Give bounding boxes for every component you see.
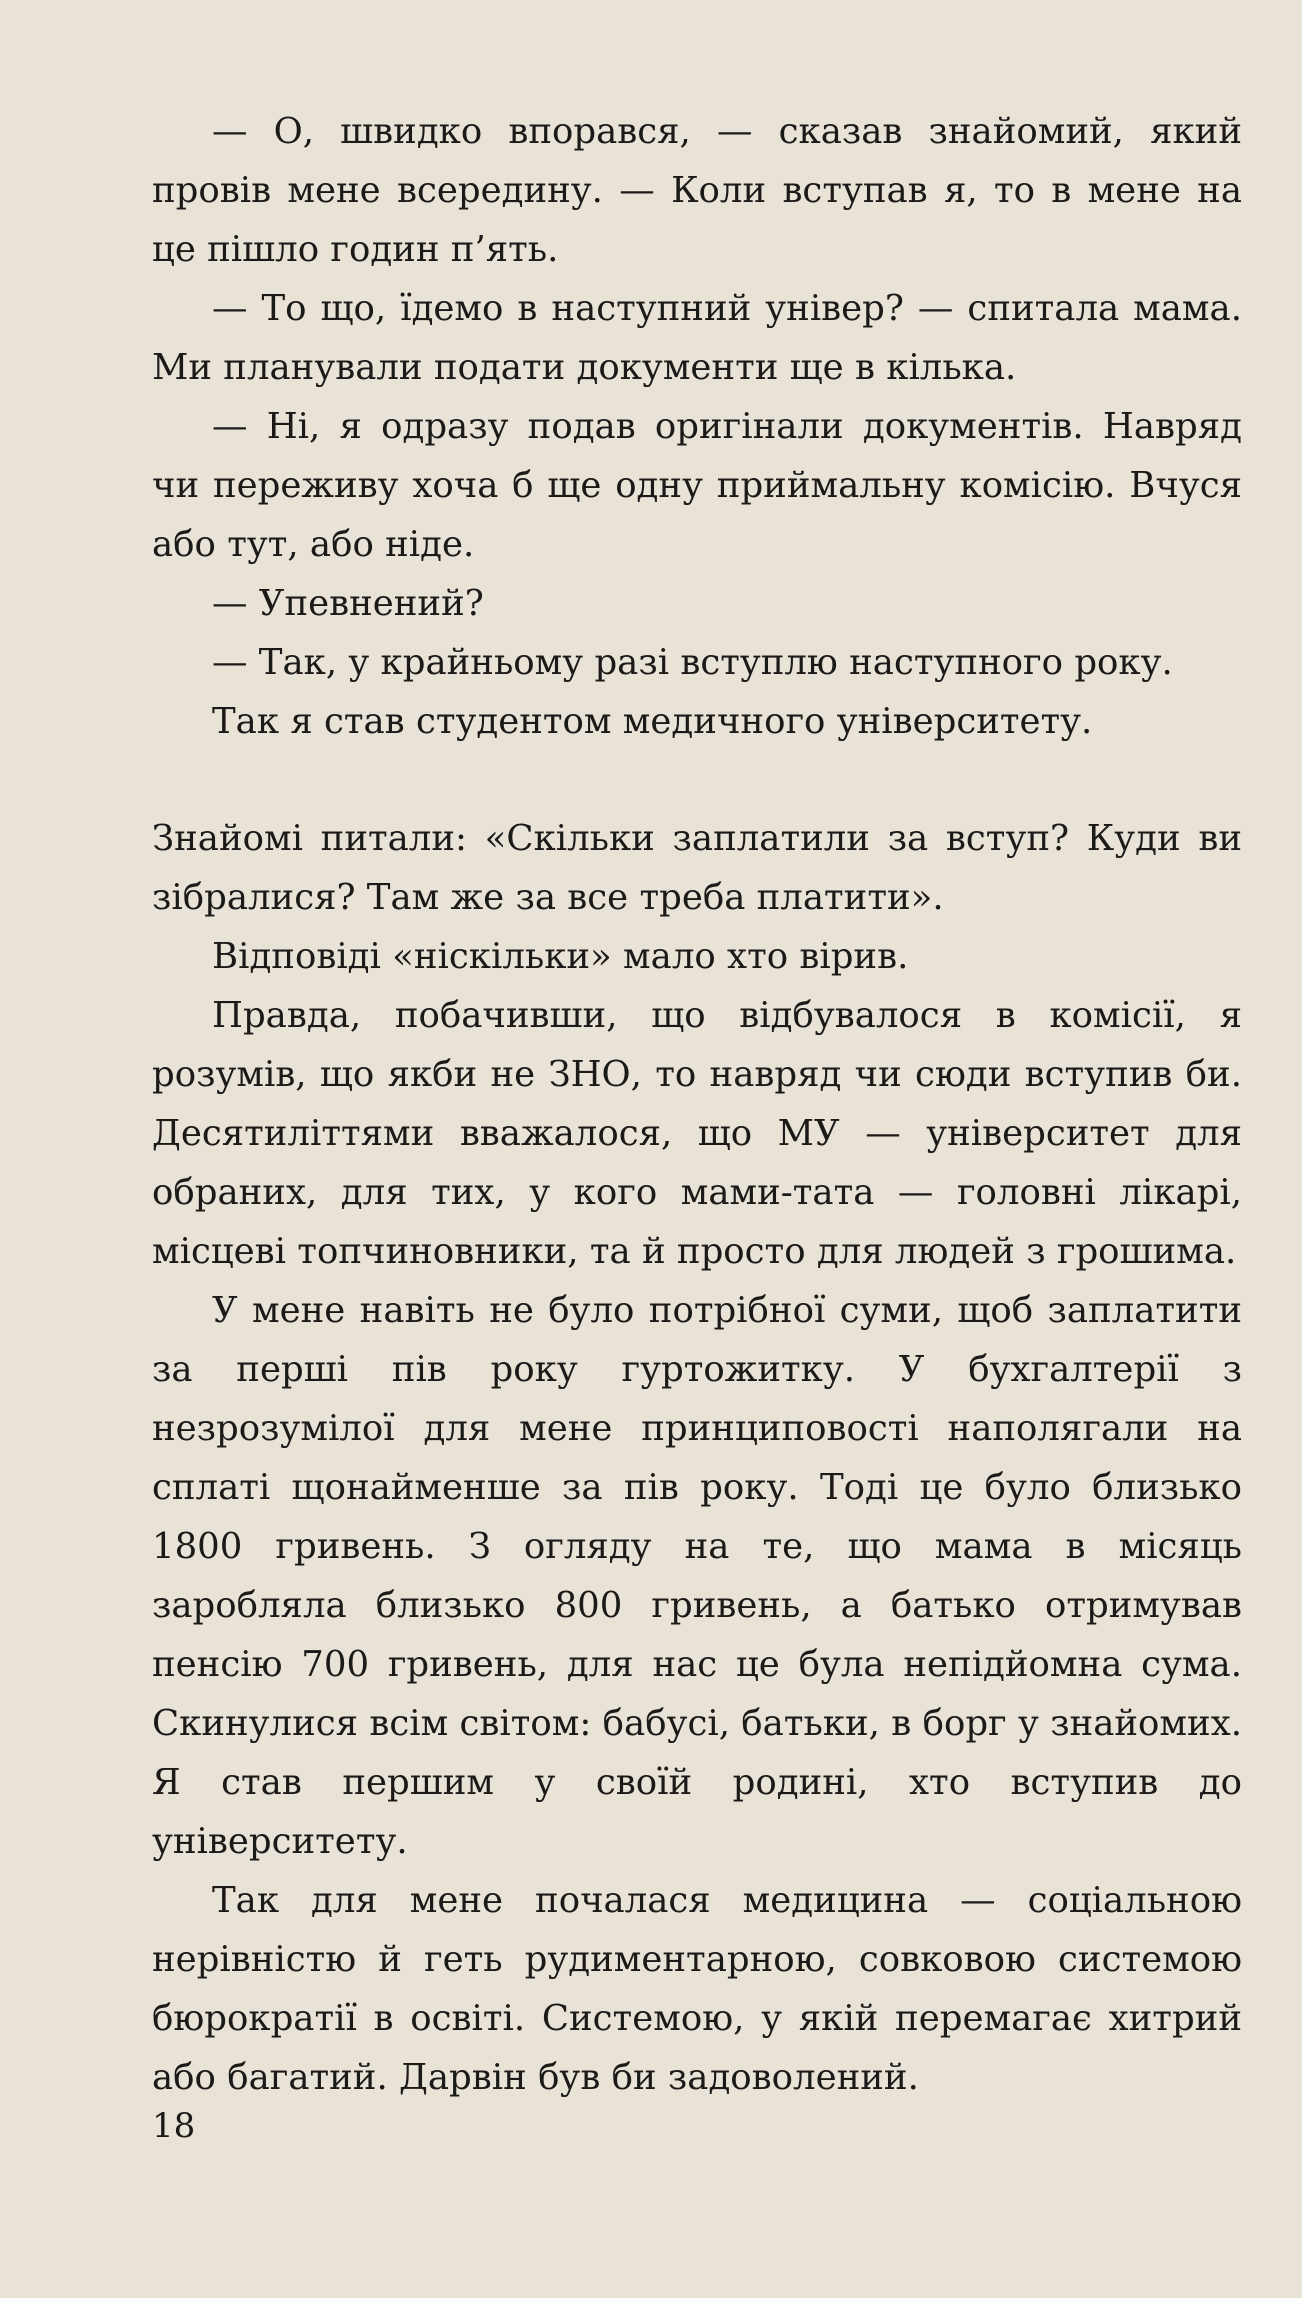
paragraph-4: — Упевнений? (212, 583, 484, 624)
paragraph-10: У мене навіть не було потрібної суми, щоб заплатити за перші пів року гуртожитку. У бухгалтерії з незрозумілої для мене принциповості наполягали на сплаті щонайменше за пів року. Тоді це було близько 1800 гривень. З огляду на те, що мама в місяць заробляла близько 800 гривень, а батько отримував пенсію 700 гривень, для нас це була непідйомна сума. Скинулися всім світом: бабусі, батьки, в борг у знайомих. Я став першим у своїй родині, хто вступив до університету. (152, 1290, 1242, 1862)
paragraph-11: Так для мене почалася медицина — соціальною нерівністю й геть рудиментарною, совковою системою бюрократії в освіті. Системою, у якій перемагає хитрий або багатий. Дарвін був би задоволений. (152, 1880, 1242, 2098)
paragraph-5: — Так, у крайньому разі вступлю наступного року. (212, 642, 1173, 683)
paragraph-8: Відповіді «нiскільки» мало хто вірив. (212, 936, 909, 977)
paragraph-2: — То що, їдемо в наступний унівep? — спитала мама. Ми планували подати документи ще в кілька. (152, 288, 1242, 388)
paragraph-7: Знайомі питали: «Скільки заплатили за вступ? Куди ви зібралися? Там же за все треба платити». (152, 818, 1242, 918)
page-number: 18 (152, 2106, 196, 2146)
paragraph-6: Так я став студентом медичного університету. (212, 701, 1093, 742)
paragraph-9: Правда, побачивши, що відбувалося в комісії, я розумів, що якби не ЗНО, то навряд чи сюди вступив би. Десятиліттями вважалося, що МУ — університет для обраних, для тих, у кого мами-тата — головні лікарі, місцеві топчиновники, та й просто для людей з грошима. (152, 995, 1242, 1272)
paragraph-3: — Ні, я одразу подав оригінали документів. Навряд чи переживу хоча б ще одну приймальну комісію. Вчуся або тут, або ніде. (152, 406, 1242, 565)
paragraph-1: — О, швидко впорався, — сказав знайомий, який провів мене всередину. — Коли вступав я, то в мене на це пішло годин п’ять. (152, 111, 1242, 270)
section-break (152, 751, 1242, 809)
page-body-text (152, 102, 1242, 2107)
